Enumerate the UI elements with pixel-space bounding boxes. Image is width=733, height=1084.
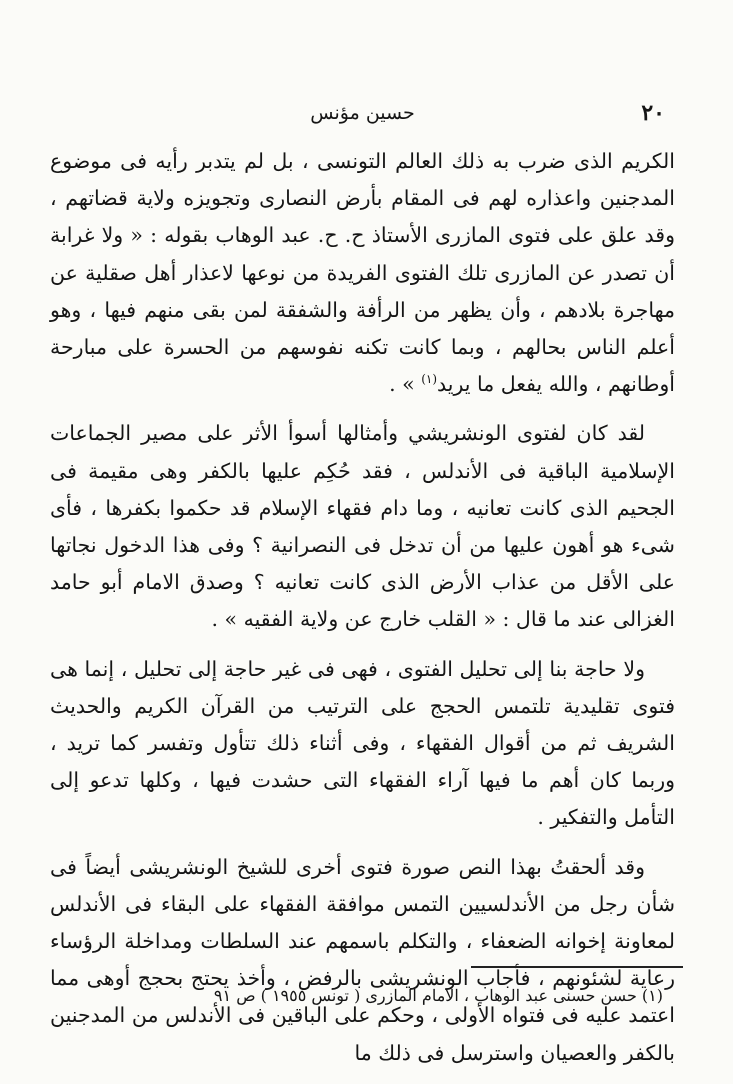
paragraph-1	[50, 143, 675, 403]
page-header	[60, 96, 665, 130]
paragraph-1-text: الكريم الذى ضرب به ذلك العالم التونسى ، بل لم يتدبر رأيه فى موضوع المدجنين واعذاره لهم فى المقام بأرض النصارى وتجويزه ولاية قضاتهم ، وقد علق على فتوى المازرى الأستاذ ح. ح. عبد الوهاب بقوله : « ولا غرابة أن تصدر عن المازرى تلك الفتوى الفريدة من نوعها لاعذار أهل صقلية عن مهاجرة بلادهم ، وأن يظهر من الرأفة والشفقة لمن بقى منهم فيها ، وهو أعلم الناس بحالهم ، وبما كانت تكنه نفوسهم من الحسرة على مبارحة أوطانهم ، والله يفعل ما يريد	[50, 149, 675, 397]
paragraph-4: وقد ألحقتُ بهذا النص صورة فتوى أخرى للشيخ الونشريشى أيضاً فى شأن رجل من الأندلسيين التمس موافقة الفقهاء على البقاء فى الأندلس لمعاونة إخوانه الضعفاء ، والتكلم باسمهم عند السلطات ومداخلة الرؤساء رعاية لشئونهم ، فأجاب الونشريشى بالرفض ، وأخذ يحتج بحجج أوهى مما اعتمد عليه فى فتواه الأولى ، وحكم على الباقين فى الأندلس من المدجنين بالكفر والعصيان واسترسل فى ذلك ما	[50, 854, 675, 1065]
paragraph-1-end: » .	[389, 372, 422, 397]
footnote-reference: (١)	[421, 372, 438, 387]
running-head: حسين مؤنس	[310, 102, 415, 124]
paragraph-3: ولا حاجة بنا إلى تحليل الفتوى ، فهى فى غير حاجة إلى تحليل ، إنما هى فتوى تقليدية تلتمس الحجج على الترتيب من القرآن الكريم والحديث الشريف ثم من أقوال الفقهاء ، وفى أثناء ذلك تتأول وتفسر كما تريد ، وربما كان أهم ما فيها آراء الفقهاء التى حشدت فيها ، وكلها تدعو إلى التأمل والتفكير .	[50, 656, 675, 830]
paragraph-2: لقد كان لفتوى الونشريشي وأمثالها أسوأ الأثر على مصير الجماعات الإسلامية الباقية فى الأندلس ، فقد حُكِم عليها بالكفر وهى مقيمة فى الجحيم الذى كانت تعانيه ، وما دام فقهاء الإسلام قد حكموا بكفرها ، فأى شىء هو أهون عليها من أن تدخل فى النصرانية ؟ وفى هذا الدخول نجاتها على الأقل من عذاب الأرض الذى كانت تعانيه ؟ وصدق الامام أبو حامد الغزالى عند ما قال : « القلب خارج عن ولاية الفقيه » .	[50, 421, 675, 632]
footnote-divider	[471, 966, 683, 968]
footnote: (١) حسن حسنى عبد الوهاب ، الامام المازرى ( تونس ١٩٥٥ ) ص ٩١	[213, 986, 663, 1005]
page-number: ٢٠	[641, 100, 665, 126]
main-text	[50, 143, 675, 1084]
